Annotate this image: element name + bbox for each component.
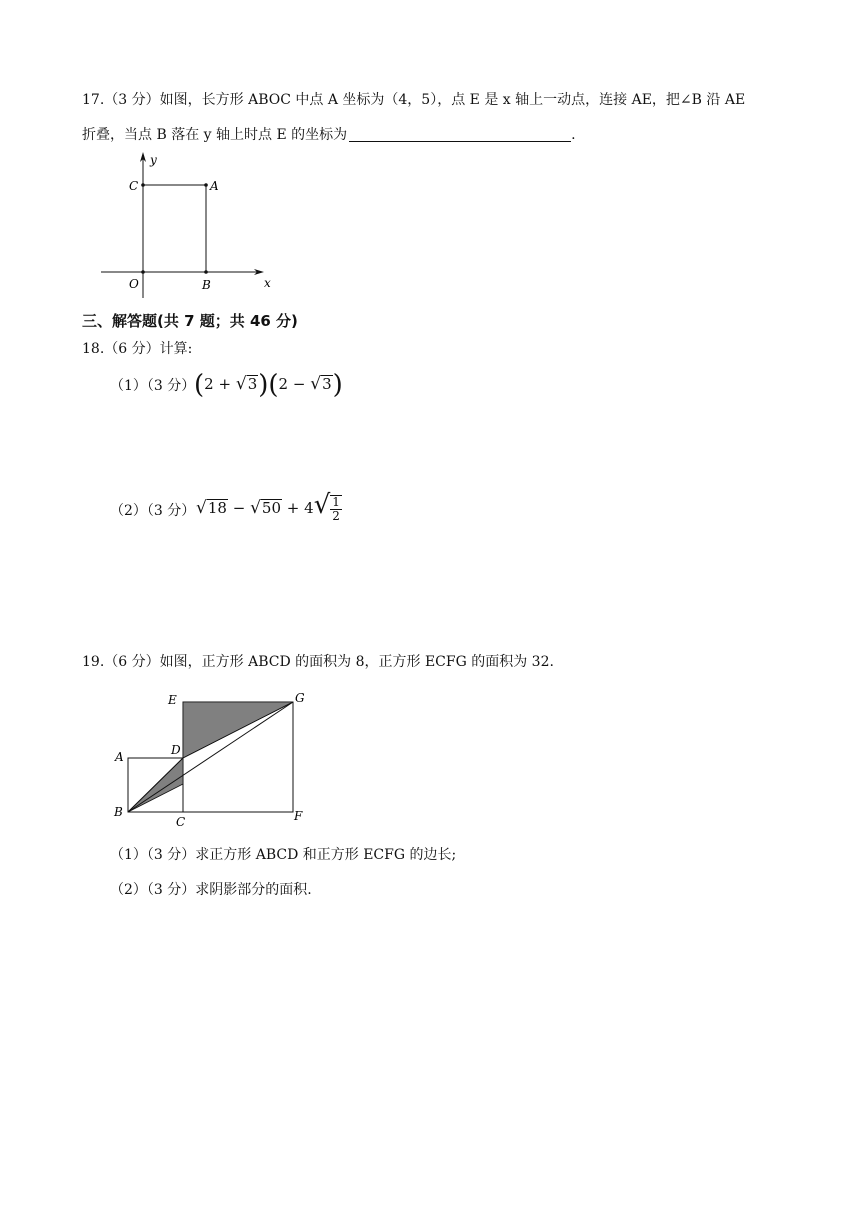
q17-period: . — [571, 127, 576, 143]
q17-line2 — [82, 125, 576, 145]
q18-number: 18 — [82, 341, 100, 357]
label-B: B — [114, 805, 123, 819]
label-D: D — [171, 743, 181, 757]
q18-part2-expression: √18 − √50 + 4√ $\frac{1}{2}$ — [196, 490, 340, 523]
q18-line: 18.（6 分）计算: — [82, 341, 193, 357]
q17-answer-blank[interactable] — [349, 127, 571, 142]
radical-sign: √ — [313, 490, 331, 520]
radical-sign: √ — [196, 498, 207, 518]
label-A: A — [115, 750, 124, 764]
label-F: F — [294, 809, 303, 823]
q19-figure — [108, 688, 318, 828]
point-B — [204, 270, 208, 274]
label-C: C — [176, 815, 186, 828]
label-E: E — [168, 693, 177, 707]
fraction: $\frac{1}{2}$ — [332, 495, 340, 523]
radical-sign: √ — [235, 374, 247, 394]
q19-number: 19 — [82, 654, 100, 670]
q18-text: 计算: — [159, 341, 193, 357]
point-O — [141, 270, 145, 274]
q19-part2: （2）（3 分）求阴影部分的面积. — [110, 882, 312, 898]
q19-score: （6 分） — [104, 654, 160, 670]
label-B: B — [202, 278, 211, 292]
q19-text: 如图，正方形 ABCD 的面积为 8，正方形 ECFG 的面积为 32. — [159, 654, 554, 670]
q17-text-line2: 折叠，当点 B 落在 y 轴上时点 E 的坐标为 — [82, 127, 348, 143]
q17-line1: 17.（3 分）如图，长方形 ABOC 中点 A 坐标为（4，5），点 E 是 x 轴上一动点，连接 AE，把∠B 沿 AE — [82, 92, 746, 108]
label-x: x — [264, 276, 271, 290]
q18-part2-label: （2）（3 分） — [110, 503, 196, 519]
q19-line: 19.（6 分）如图，正方形 ABCD 的面积为 8，正方形 ECFG 的面积为 32. — [82, 654, 554, 670]
label-O: O — [129, 277, 139, 291]
section-3-title: 三、解答题(共 7 题；共 46 分) — [82, 312, 298, 330]
radical-sign: √ — [250, 498, 261, 518]
q18-part1 — [110, 376, 195, 396]
q18-part1-label: （1）（3 分） — [110, 378, 196, 394]
label-G: G — [295, 691, 305, 705]
q17-figure — [96, 150, 286, 300]
q17-text-line1: 如图，长方形 ABOC 中点 A 坐标为（4，5），点 E 是 x 轴上一动点，连接 AE，把∠B 沿 AE — [159, 92, 746, 108]
q19-part1: （1）（3 分）求正方形 ABCD 和正方形 ECFG 的边长; — [110, 847, 457, 863]
point-C — [141, 183, 145, 187]
q18-part1-expression: (2 + √3)(2 − √3) — [194, 370, 343, 400]
label-y: y — [150, 153, 157, 167]
radical-sign: √ — [310, 374, 322, 394]
label-C: C — [129, 179, 139, 193]
label-A: A — [210, 179, 219, 193]
q17-score: （3 分） — [104, 92, 160, 108]
q18-score: （6 分） — [104, 341, 160, 357]
q17-number: 17 — [82, 92, 100, 108]
q18-part2 — [110, 501, 195, 521]
point-A — [204, 183, 208, 187]
